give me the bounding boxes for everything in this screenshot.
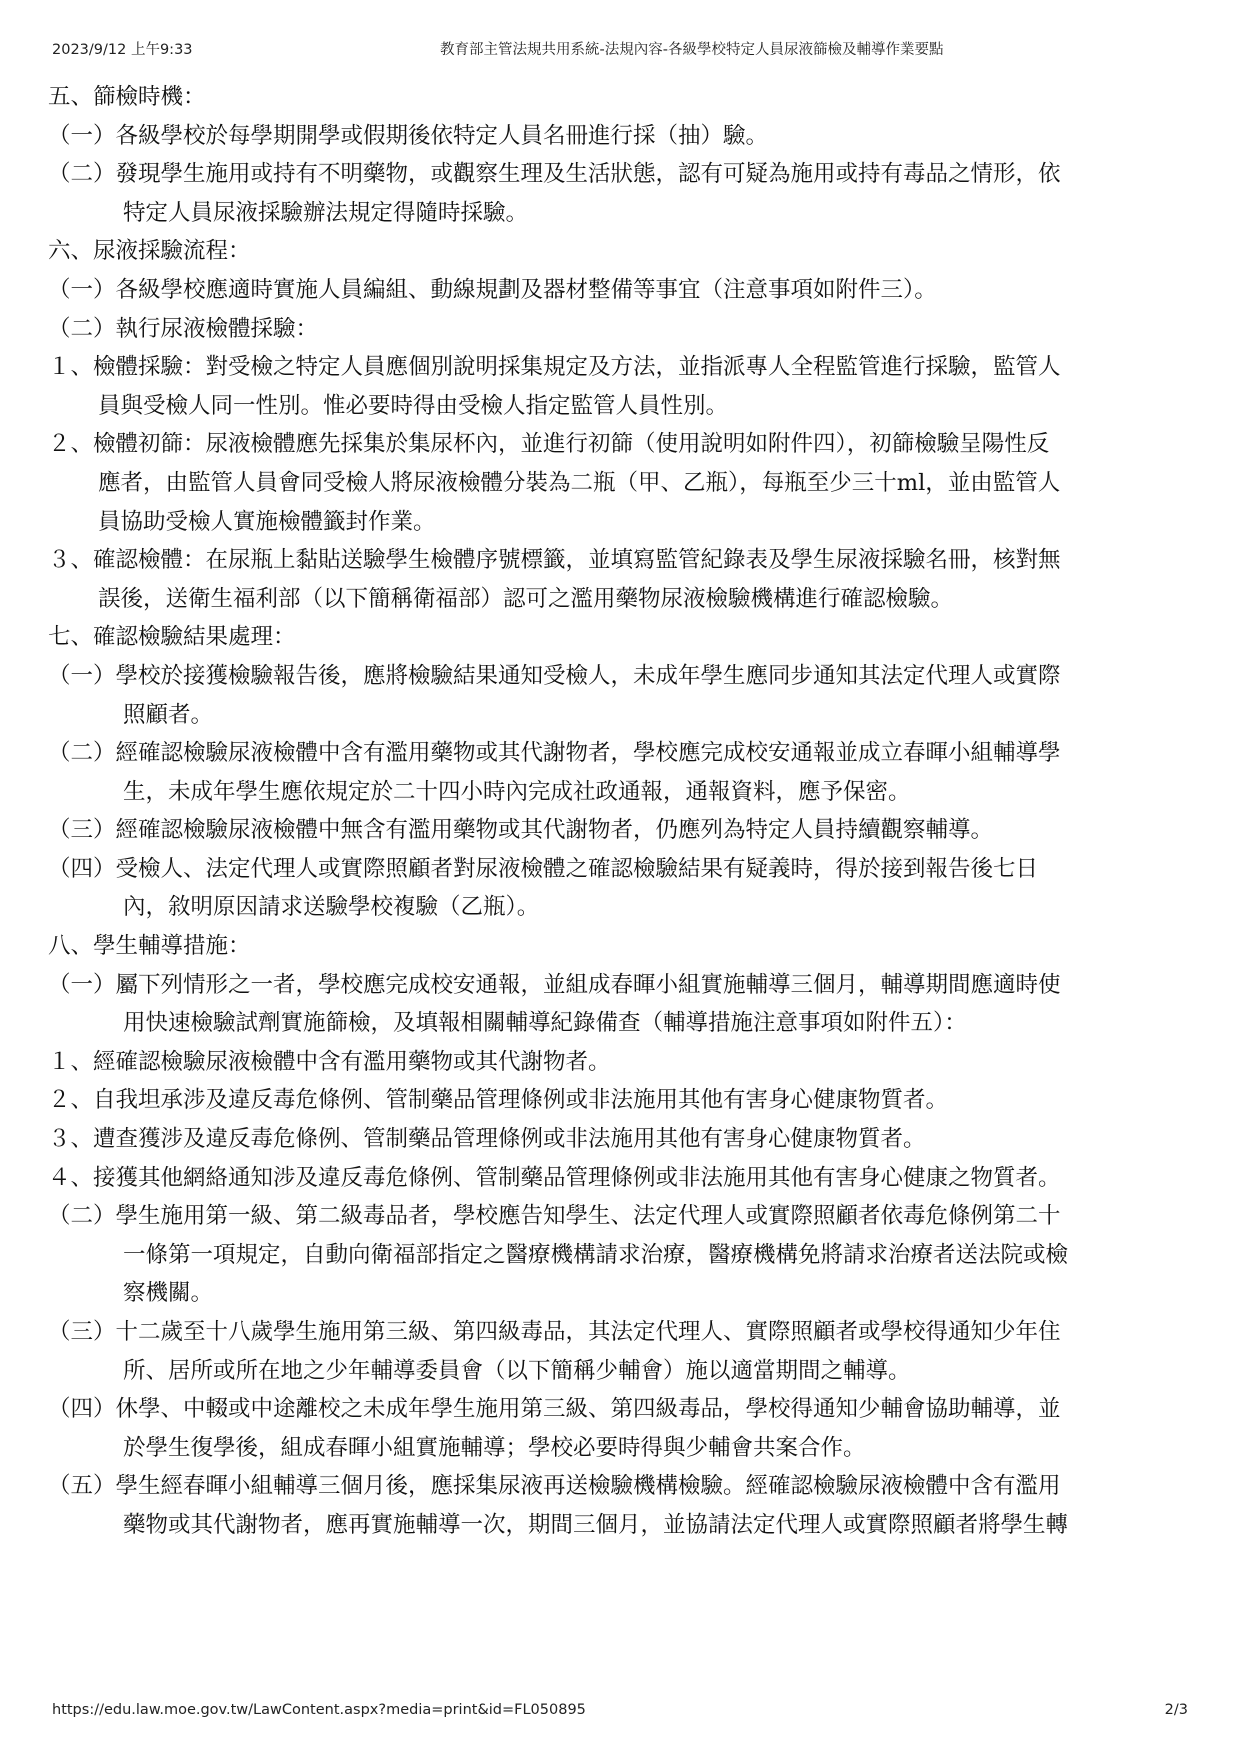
text-line: 員與受檢人同一性別。惟必要時得由受檢人指定監管人員性別。 <box>98 392 729 419</box>
text-line: （二）學生施用第一級、第二級毒品者，學校應告知學生、法定代理人或實際照顧者依毒危條例第二十 <box>48 1203 1061 1230</box>
text-line: ４、接獲其他網絡通知涉及違反毒危條例、管制藥品管理條例或非法施用其他有害身心健康之物質者。 <box>48 1164 1061 1191</box>
text-line: （二）發現學生施用或持有不明藥物，或觀察生理及生活狀態，認有可疑為施用或持有毒品之情形，依 <box>48 161 1061 188</box>
text-line: 六、尿液採驗流程： <box>48 238 251 265</box>
text-line: 應者，由監管人員會同受檢人將尿液檢體分裝為二瓶（甲、乙瓶），每瓶至少三十ml，並由監管人 <box>98 469 1061 496</box>
page-title: 教育部主管法規共用系統-法規內容-各級學校特定人員尿液篩檢及輔導作業要點 <box>440 42 944 58</box>
text-line: 七、確認檢驗結果處理： <box>48 624 296 651</box>
document-body <box>48 78 1193 1545</box>
text-line: （三）經確認檢驗尿液檢體中無含有濫用藥物或其代謝物者，仍應列為特定人員持續觀察輔導。 <box>48 817 994 844</box>
text-line: （三）十二歲至十八歲學生施用第三級、第四級毒品，其法定代理人、實際照顧者或學校得通知少年住 <box>48 1319 1061 1345</box>
text-line: （一）各級學校於每學期開學或假期後依特定人員名冊進行採（抽）驗。 <box>48 122 769 149</box>
text-line: （二）經確認檢驗尿液檢體中含有濫用藥物或其代謝物者，學校應完成校安通報並成立春暉小組輔導學 <box>48 740 1061 767</box>
text-line: 誤後，送衛生福利部（以下簡稱衛福部）認可之濫用藥物尿液檢驗機構進行確認檢驗。 <box>98 585 954 612</box>
text-line: 照顧者。 <box>123 701 214 728</box>
text-line: ２、檢體初篩：尿液檢體應先採集於集尿杯內，並進行初篩（使用說明如附件四），初篩檢驗呈陽性反 <box>48 431 1050 458</box>
text-line: （四）受檢人、法定代理人或實際照顧者對尿液檢體之確認檢驗結果有疑義時，得於接到報告後七日 <box>48 855 1039 882</box>
text-line: （一）學校於接獲檢驗報告後，應將檢驗結果通知受檢人，未成年學生應同步通知其法定代理人或實際 <box>48 662 1061 689</box>
text-line: 察機關。 <box>123 1280 214 1307</box>
text-line: （五）學生經春暉小組輔導三個月後，應採集尿液再送檢驗機構檢驗。經確認檢驗尿液檢體中含有濫用 <box>48 1473 1061 1500</box>
text-line: ３、遭查獲涉及違反毒危條例、管制藥品管理條例或非法施用其他有害身心健康物質者。 <box>48 1126 926 1153</box>
text-line: ２、自我坦承涉及違反毒危條例、管制藥品管理條例或非法施用其他有害身心健康物質者。 <box>48 1087 949 1114</box>
text-line: 於學生復學後，組成春暉小組實施輔導；學校必要時得與少輔會共案合作。 <box>123 1434 866 1461</box>
text-line: 生，未成年學生應依規定於二十四小時內完成社政通報，通報資料，應予保密。 <box>123 778 911 805</box>
text-line: １、檢體採驗：對受檢之特定人員應個別說明採集規定及方法，並指派專人全程監管進行採驗，監管人 <box>48 354 1061 381</box>
text-line: 用快速檢驗試劑實施篩檢，及填報相關輔導紀錄備查（輔導措施注意事項如附件五）： <box>123 1010 967 1037</box>
page-number: 2/3 <box>1164 1702 1188 1718</box>
text-line: 一條第一項規定，自動向衛福部指定之醫療機構請求治療，醫療機構免將請求治療者送法院或檢 <box>123 1241 1069 1268</box>
text-line: （一）屬下列情形之一者，學校應完成校安通報，並組成春暉小組實施輔導三個月，輔導期間應適時使 <box>48 971 1061 998</box>
text-line: 特定人員尿液採驗辦法規定得隨時採驗。 <box>123 199 529 226</box>
text-line: 八、學生輔導措施： <box>48 933 251 960</box>
text-line: 藥物或其代謝物者，應再實施輔導一次，期間三個月，並協請法定代理人或實際照顧者將學生轉 <box>123 1511 1069 1538</box>
text-line: 內，敘明原因請求送驗學校複驗（乙瓶）。 <box>123 894 540 921</box>
print-datetime: 2023/9/12 上午9:33 <box>52 42 193 58</box>
text-line: 所、居所或所在地之少年輔導委員會（以下簡稱少輔會）施以適當期間之輔導。 <box>123 1357 911 1384</box>
page-url: https://edu.law.moe.gov.tw/LawContent.aspx?media=print&id=FL050895 <box>52 1702 586 1718</box>
text-line: ３、確認檢體：在尿瓶上黏貼送驗學生檢體序號標籤，並填寫監管紀錄表及學生尿液採驗名冊，核對無 <box>48 547 1061 574</box>
text-line: （二）執行尿液檢體採驗： <box>48 315 319 342</box>
text-line: （四）休學、中輟或中途離校之未成年學生施用第三級、第四級毒品，學校得通知少輔會協助輔導，並 <box>48 1396 1061 1423</box>
text-line: １、經確認檢驗尿液檢體中含有濫用藥物或其代謝物者。 <box>48 1048 611 1075</box>
text-line: 五、篩檢時機： <box>48 84 206 110</box>
text-line: （一）各級學校應適時實施人員編組、動線規劃及器材整備等事宜（注意事項如附件三）。 <box>48 276 937 303</box>
text-line: 員協助受檢人實施檢體籤封作業。 <box>98 508 436 535</box>
